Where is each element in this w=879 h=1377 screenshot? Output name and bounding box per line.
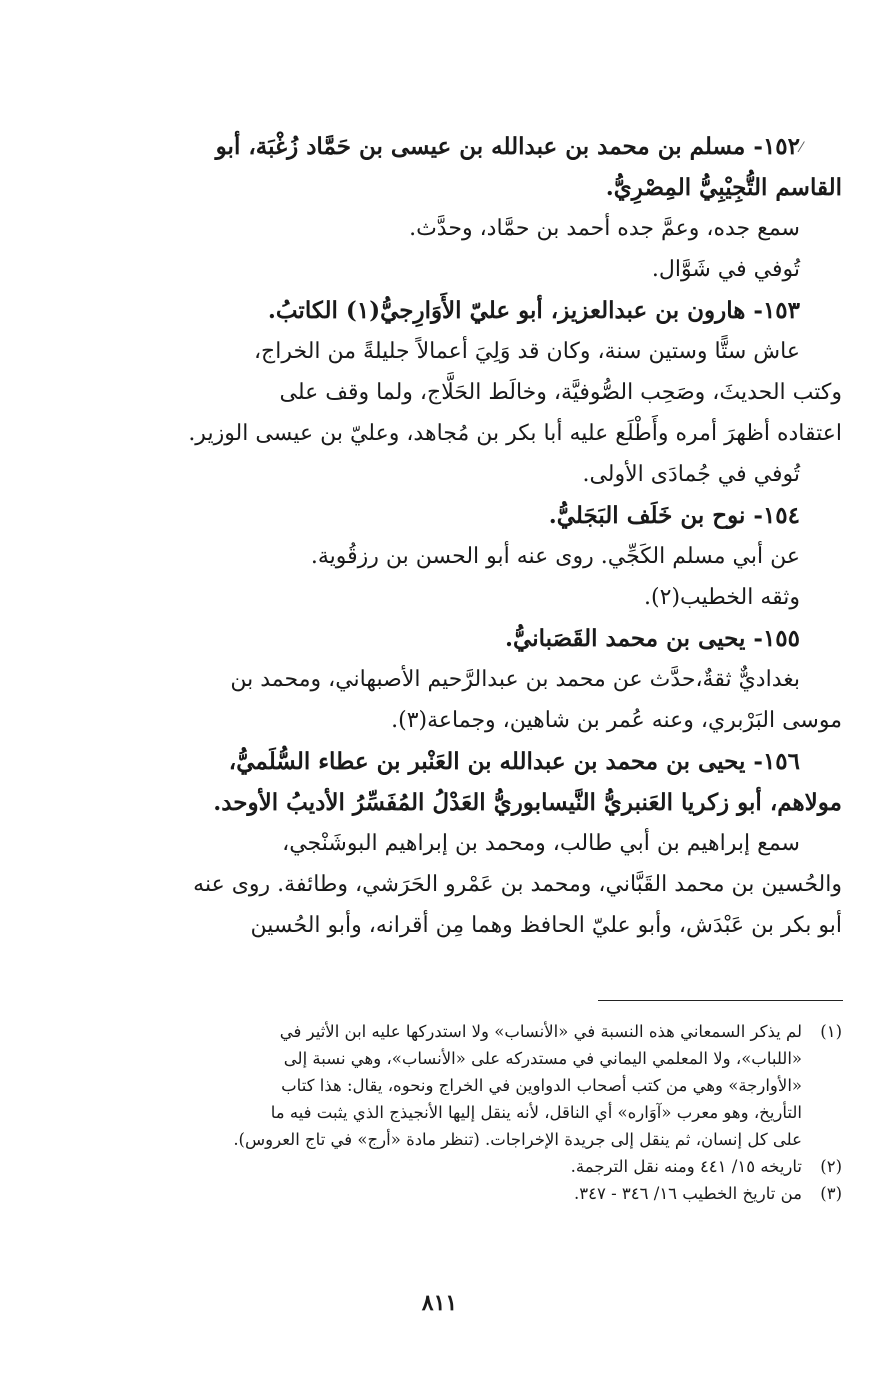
entry-heading-line: ١٥٥- يحيى بن محمد القَصَبانيُّ. [505,625,800,652]
text-line: سمع إبراهيم بن أبي طالب، ومحمد بن إبراهيم البوشَنْجي، [282,831,800,856]
text-line: أبو بكر بن عَبْدَش، وأبو عليّ الحافظ وهما مِن أقرانه، وأبو الحُسين [250,913,842,938]
footnote-number: (٣) [820,1184,842,1203]
text-line: وثقه الخطيب(٢). [644,585,800,610]
entry-heading-line: ١٥٢- مسلم بن محمد بن عبدالله بن عيسى بن حَمَّاد زُغْبَة، أبو [215,133,800,160]
text-line: اعتقاده أظهرَ أمره وأَطْلَع عليه أبا بكر بن مُجاهد، وعليّ بن عيسى الوزير. [188,421,842,446]
entry-heading-line: ١٥٣- هارون بن عبدالعزيز، أبو عليّ الأَوَارِجيُّ(١) الكاتبُ. [267,297,800,324]
entry-heading-line: القاسم التُّجِيْبِيُّ المِصْرِيُّ. [605,174,842,201]
entry-heading-line: مولاهم، أبو زكريا العَنبريُّ النَّيسابوريُّ العَدْلُ المُفَسِّرُ الأديبُ الأوحد. [213,789,842,816]
footnote-text: من تاريخ الخطيب ١٦/ ٣٤٦ - ٣٤٧. [573,1184,802,1203]
footnote-text: لم يذكر السمعاني هذه النسبة في «الأنساب» ولا استدركها عليه ابن الأثير في [279,1022,802,1041]
footnote-line [120,1072,842,1099]
footnote-number: (١) [820,1022,842,1041]
entry-heading-line: ١٥٦- يحيى بن محمد بن عبدالله بن العَنْبر بن عطاء السُّلَميُّ، [228,748,800,775]
text-line: تُوفي في جُمادَى الأولى. [582,462,800,487]
footnote-line [120,1018,842,1045]
main-text [120,126,842,946]
footnote-line [120,1180,842,1207]
entry-heading-line: ١٥٤- نوح بن خَلَف البَجَليُّ. [548,502,800,529]
footnotes [120,1018,842,1207]
footnote-line [120,1045,842,1072]
footnote-number: (٢) [820,1157,842,1176]
footnote-text: على كل إنسان، ثم ينقل إلى جريدة الإخراجات. (تنظر مادة «أرج» في تاج العروس). [233,1130,802,1149]
footnote-separator [598,1000,843,1001]
text-line: عن أبي مسلم الكَجِّي. روى عنه أبو الحسن بن رزقُوية. [310,544,800,569]
margin-mark: ⁄ [800,140,803,156]
footnote-text: «الأوارجة» وهي من كتب أصحاب الدواوين في الخراج ونحوه، يقال: هذا كتاب [281,1076,802,1095]
text-line: سمع جده، وعمَّ جده أحمد بن حمَّاد، وحدَّث. [409,216,800,241]
footnote-text: التأريخ، وهو معرب «آوَاره» أي الناقل، لأنه ينقل إليها الأنجيذج الذي يثبت فيه ما [270,1103,802,1122]
footnote-text: «اللباب»، ولا المعلمي اليماني في مستدركه على «الأنساب»، وهي نسبة إلى [283,1049,802,1068]
footnote-text: تاريخه ١٥/ ٤٤١ ومنه نقل الترجمة. [570,1157,802,1176]
footnote-line [120,1126,842,1153]
text-line: موسى البَرْبري، وعنه عُمر بن شاهين، وجماعة(٣). [391,708,842,733]
text-line: وكتب الحديثَ، وصَحِب الصُّوفيَّة، وخالَط الحَلَّاج، ولما وقف على [279,380,842,405]
text-line: والحُسين بن محمد القَبَّاني، ومحمد بن عَمْرو الحَرَشي، وطائفة. روى عنه [193,872,842,897]
page-number: ٨١١ [421,1290,458,1316]
text-line: عاش ستًّا وستين سنة، وكان قد وَلِيَ أعمالاً جليلةً من الخراج، [253,339,800,364]
text-line: بغداديٌّ ثقةٌ،حدَّث عن محمد بن عبدالرَّحيم الأصبهاني، ومحمد بن [230,667,800,692]
footnote-line [120,1099,842,1126]
footnote-line [120,1153,842,1180]
text-line: تُوفي في شَوَّال. [651,257,800,282]
